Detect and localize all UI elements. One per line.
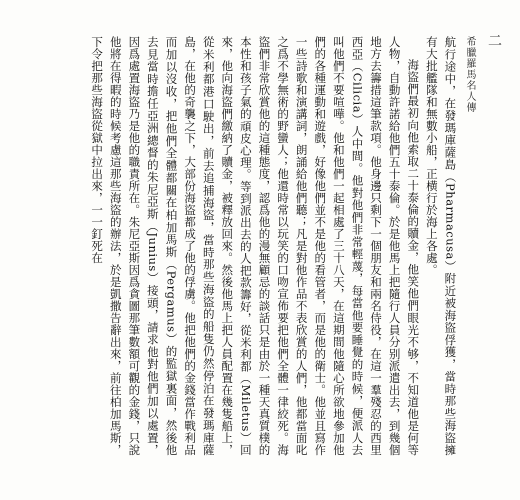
paragraph-1: 航行途中，在發瑪庫薩島（Pharmacusa）附近被海盜俘獲，當時那些海盜擁有大批艦隊和無數小船，正横行於海上各處。 [424,36,458,456]
page-number: 二 [486,33,502,47]
paragraph-2: 海盜們最初向他索取二十泰倫的贖金，他笑他們眼光不够，不知道他是何等人物，自動許諾給他們五十泰倫。於是他馬上把隨行人員分别派遣出去，到幾個地方去籌措這筆款項。他身邊只剩下一個朋友和兩名侍役，在這一羣殘忍的西里西亞（Cilicia）人中間。他對他們非常輕蔑，每當他要睡覺的時候，便派人去叫他們不要喧嘩。他和他們一起相處了三十八天，在這期間他隨心所欲地參加他們的各種運動和遊戲，好像他們並不是他的看管者，而是他的衛士。他並且寫作一些詩歌和演講詞，朗誦給他們聽；凡是對他作品不表欣賞的人們，他都當面叱之爲不學無術的野蠻人；他還時常以玩笑的口吻宣佈要把他們全體一律絞死。海盜們非常欣賞他的這種態度，認爲他的漫無顧忌的談話只是由於一種天真質樸的本性和孩子氣的頑皮心理。等到派出去的人把款籌好，從米利都（Miletus）回來，他向海盜們繳納了贖金，被釋放回來。然後他馬上把人員配置在幾隻船上，從米利都港口駛出，前去追捕海盜，當時那些海盜的船隻仍然停泊在發瑪庫薩島，在他的奇襲之下，大部份海盜都成了他的俘虜。他把他們的金錢當作戰利品而加以沒收，把他們全體都關在柏加馬斯（Pergamus）的監獄裏面，然後他去見當時擔任亞洲總督的朱尼亞斯（Junius）接頭，請求他對他們加以處置，因爲處置海盜乃是他的職責所在。朱尼亞斯因爲貪圖那筆數額可觀的金錢，只說他將在得暇的時候考慮這那些海盜的辦法，於是凱撒告辭出來，前往柏加馬斯，下令把那些海盜從獄中拉出來，一一釘死在 [90,36,421,456]
vertical-text-block [38,36,478,456]
running-header: 希臘羅馬名人傳 [464,36,475,113]
